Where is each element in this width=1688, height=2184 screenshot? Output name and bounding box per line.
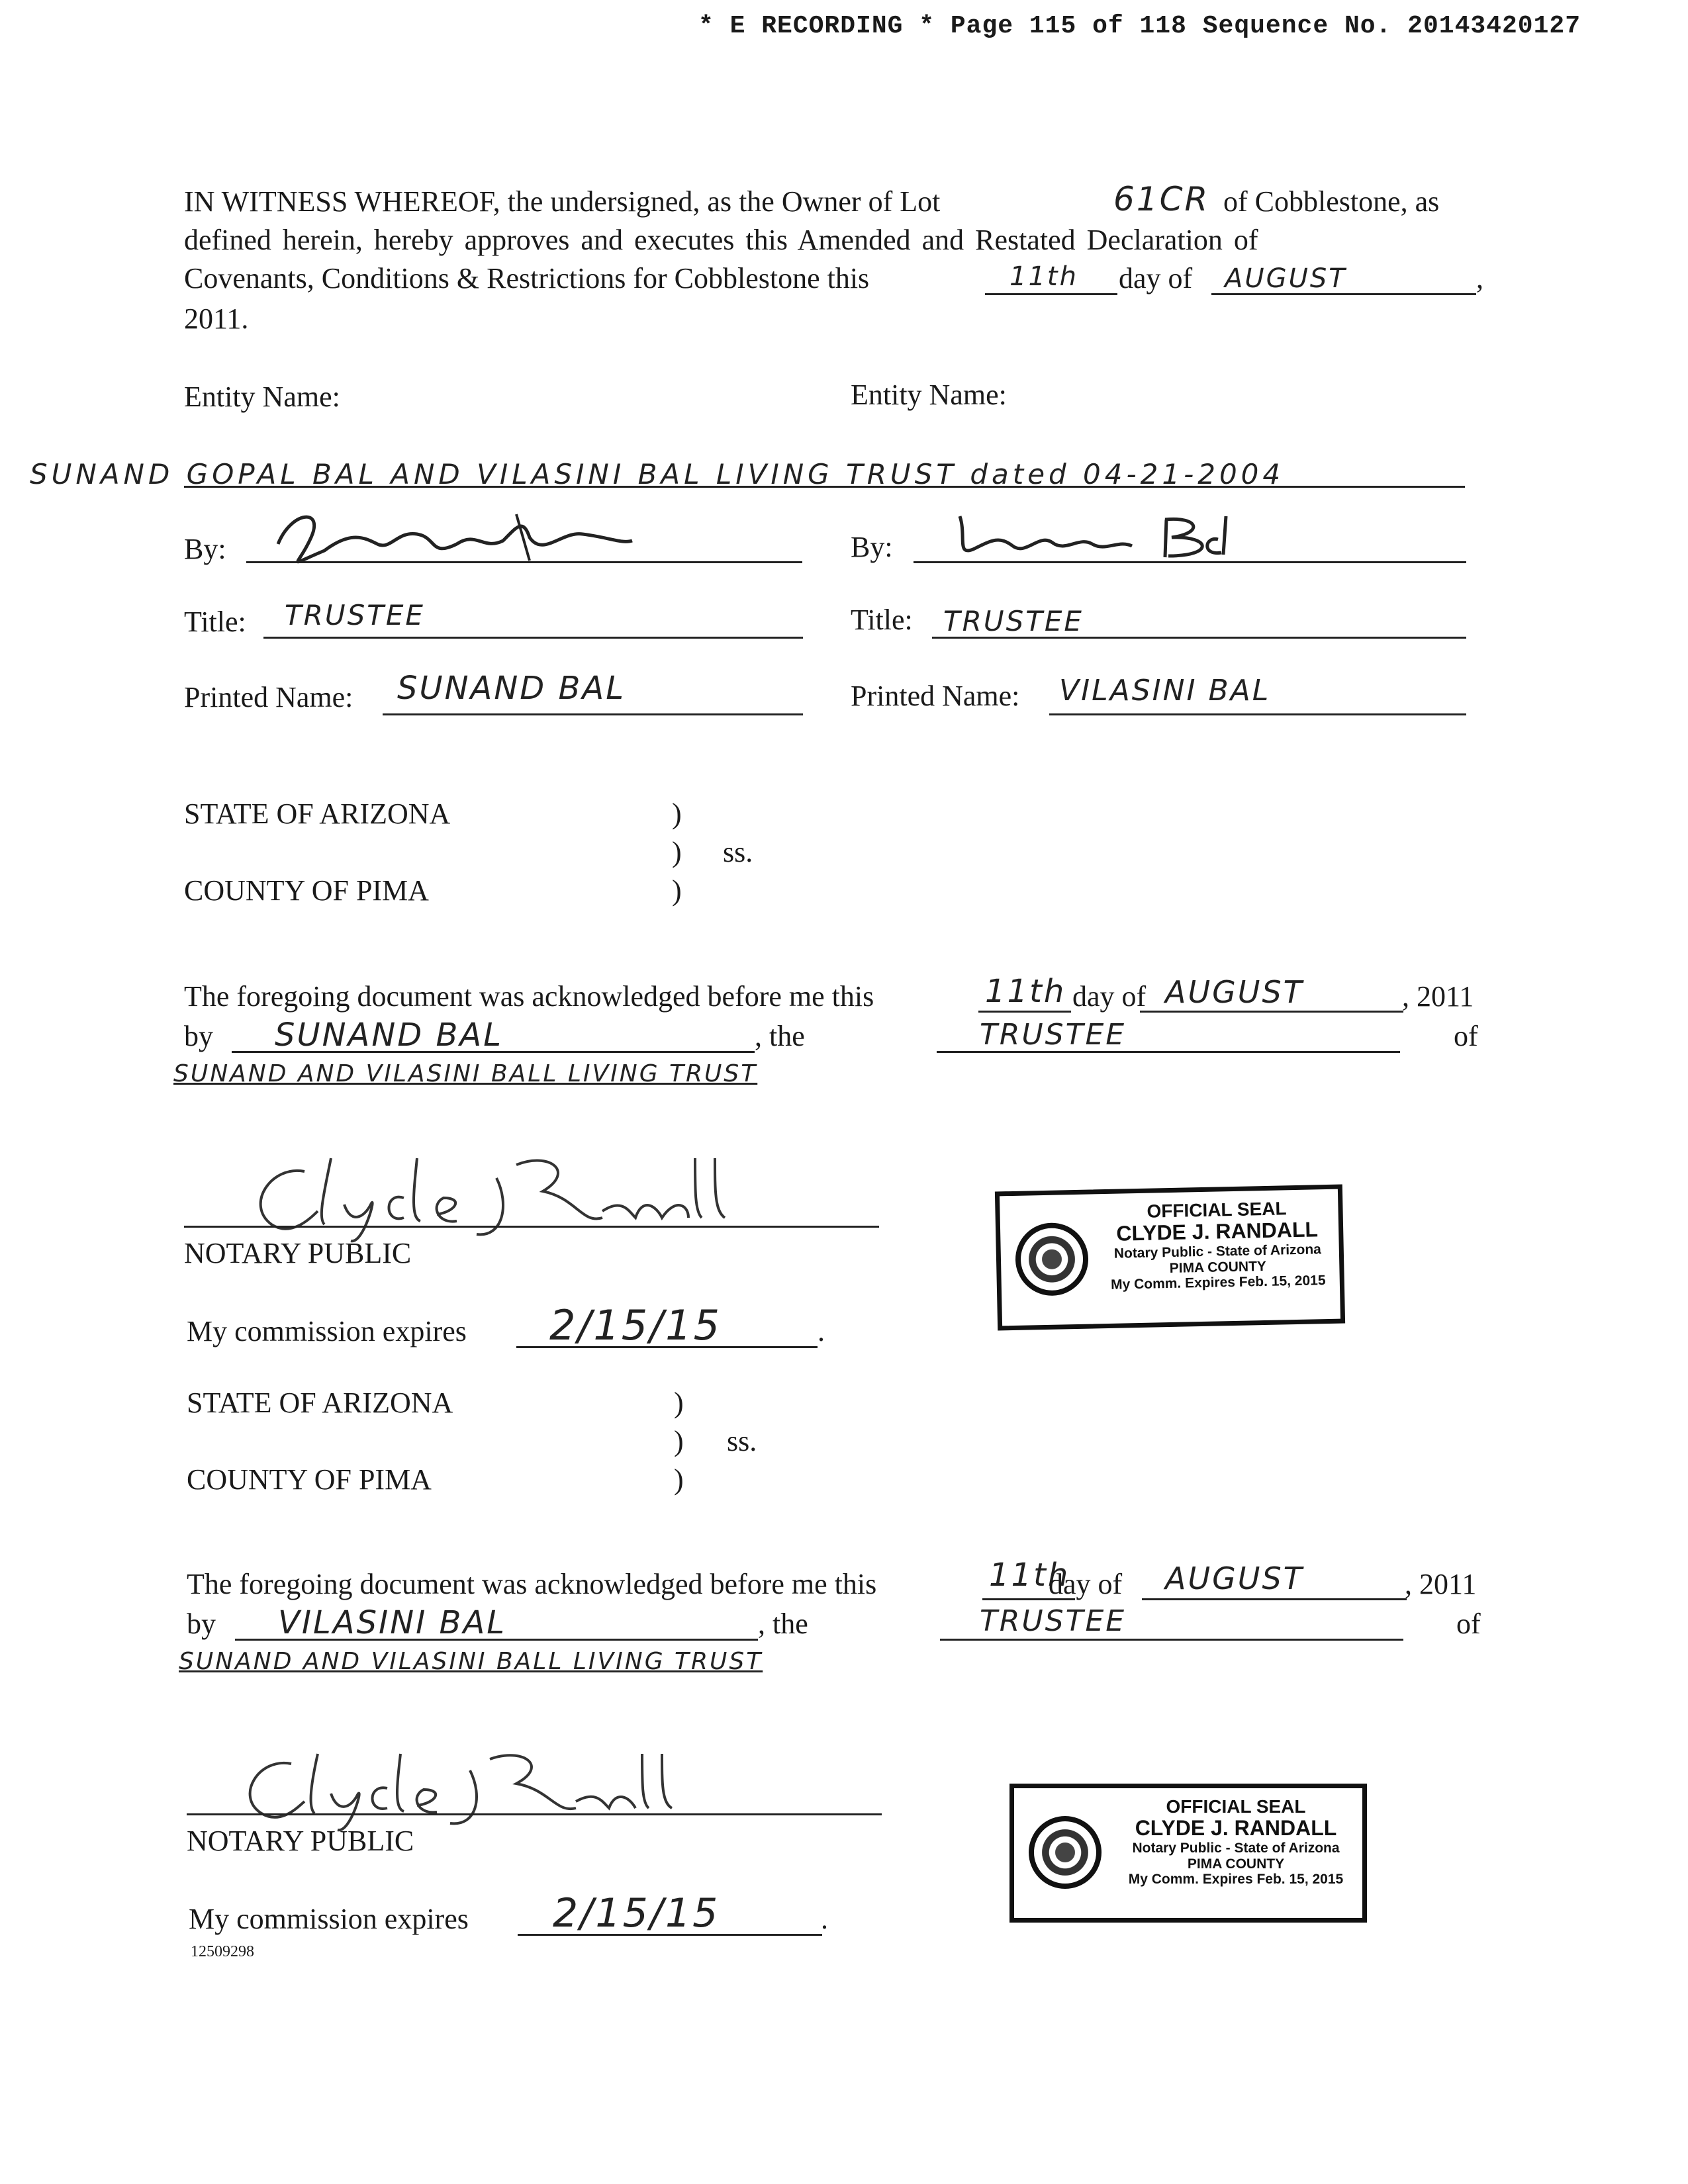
- commission-end-2: .: [821, 1903, 828, 1935]
- ack-month-2: AUGUST: [1165, 1561, 1304, 1596]
- official-seal-2: [1009, 1784, 1367, 1923]
- ack-text-2: The foregoing document was acknowledged before me this: [187, 1568, 877, 1600]
- by-label-right: By:: [851, 531, 893, 563]
- seal-line-5: My Comm. Expires Feb. 15, 2015: [1110, 1273, 1326, 1293]
- signature-vilasini: [953, 510, 1244, 566]
- by-value-2: VILASINI BAL: [278, 1604, 507, 1641]
- role-value-1: TRUSTEE: [980, 1018, 1127, 1052]
- title-value-left: TRUSTEE: [285, 599, 425, 631]
- ss-label-1: ss.: [723, 836, 753, 868]
- witness-line-3a: Covenants, Conditions & Restrictions for Cobblestone this: [184, 262, 870, 295]
- by-label-ack-2: by: [187, 1608, 216, 1640]
- recording-header: * E RECORDING * Page 115 of 118 Sequence No. 20143420127: [698, 12, 1581, 40]
- ack-dayof-1: day of: [1072, 980, 1147, 1013]
- trust-value-1: SUNAND AND VILASINI BALL LIVING TRUST: [173, 1060, 758, 1087]
- state-label-1: STATE OF ARIZONA: [184, 797, 451, 830]
- by-label-left: By:: [184, 533, 226, 565]
- ack-year-1: , 2011: [1402, 980, 1474, 1013]
- witness-line-1a: IN WITNESS WHEREOF, the undersigned, as the Owner of Lot: [184, 185, 941, 218]
- seal-line-2: CLYDE J. RANDALL: [1135, 1816, 1337, 1841]
- day-value: 11th: [1009, 261, 1078, 292]
- commission-label-2: My commission expires: [189, 1903, 469, 1935]
- witness-line-1b: of Cobblestone, as: [1223, 185, 1440, 218]
- printed-name-value-left: SUNAND BAL: [397, 670, 626, 707]
- paren-1a: ): [672, 797, 682, 830]
- by-label-ack-1: by: [184, 1020, 213, 1052]
- notary-signature-2: [225, 1747, 702, 1837]
- county-label-1: COUNTY OF PIMA: [184, 874, 429, 907]
- commission-end-1: .: [818, 1315, 825, 1347]
- entity-name-value: SUNAND GOPAL BAL AND VILASINI BAL LIVING TRUST dated 04-21-2004: [30, 458, 1285, 490]
- witness-line-3c: ,: [1476, 262, 1483, 295]
- paren-1b: ): [672, 836, 682, 868]
- commission-value-1: 2/15/15: [549, 1301, 722, 1349]
- arizona-seal-icon: [1029, 1816, 1102, 1889]
- role-value-2: TRUSTEE: [980, 1604, 1127, 1638]
- seal-line-1: OFFICIAL SEAL: [1166, 1796, 1306, 1817]
- ack-day-2: 11th: [989, 1557, 1070, 1594]
- by-value-1: SUNAND BAL: [275, 1017, 503, 1054]
- paren-1c: ): [672, 874, 682, 907]
- notary-signature-1: [232, 1152, 774, 1248]
- county-label-2: COUNTY OF PIMA: [187, 1463, 432, 1496]
- witness-line-3b: day of: [1119, 262, 1193, 295]
- ack-day-1: 11th: [985, 973, 1066, 1010]
- notary-public-label-1: NOTARY PUBLIC: [184, 1237, 412, 1269]
- of-label-2: of: [1456, 1608, 1481, 1640]
- lot-value: 61CR: [1113, 180, 1210, 218]
- entity-name-label-right: Entity Name:: [851, 379, 1007, 411]
- seal-line-5: My Comm. Expires Feb. 15, 2015: [1128, 1872, 1344, 1888]
- witness-line-4: 2011.: [184, 302, 249, 335]
- paren-2c: ): [674, 1463, 684, 1496]
- official-seal-1: [995, 1185, 1345, 1331]
- seal-line-1: OFFICIAL SEAL: [1147, 1198, 1287, 1222]
- commission-label-1: My commission expires: [187, 1315, 467, 1347]
- ss-label-2: ss.: [727, 1425, 757, 1457]
- paren-2b: ): [674, 1425, 684, 1457]
- ack-year-2: , 2011: [1405, 1568, 1477, 1600]
- title-value-right: TRUSTEE: [943, 605, 1084, 637]
- printed-name-value-right: VILASINI BAL: [1059, 674, 1271, 707]
- document-number: 12509298: [191, 1943, 254, 1960]
- ack-text-1: The foregoing document was acknowledged before me this: [184, 980, 874, 1013]
- ack-month-1: AUGUST: [1165, 974, 1304, 1010]
- month-value: AUGUST: [1225, 263, 1347, 294]
- ack-dayof-2: day of: [1049, 1568, 1123, 1600]
- arizona-seal-icon: [1015, 1222, 1089, 1297]
- the-label-1: , the: [755, 1020, 805, 1052]
- of-label-1: of: [1454, 1020, 1478, 1052]
- witness-line-2: defined herein, hereby approves and executes this Amended and Restated Declaration of: [184, 224, 1258, 256]
- seal-line-4: PIMA COUNTY: [1169, 1258, 1267, 1276]
- seal-line-2: CLYDE J. RANDALL: [1116, 1217, 1319, 1246]
- title-label-right: Title:: [851, 604, 913, 636]
- paren-2a: ): [674, 1387, 684, 1419]
- title-label-left: Title:: [184, 606, 246, 638]
- the-label-2: , the: [758, 1608, 808, 1640]
- seal-line-3: Notary Public - State of Arizona: [1113, 1242, 1322, 1261]
- trust-value-2: SUNAND AND VILASINI BALL LIVING TRUST: [179, 1648, 763, 1675]
- notary-public-label-2: NOTARY PUBLIC: [187, 1825, 414, 1857]
- entity-name-label-left: Entity Name:: [184, 381, 340, 413]
- seal-line-4: PIMA COUNTY: [1187, 1856, 1285, 1872]
- printed-name-label-left: Printed Name:: [184, 681, 353, 713]
- printed-name-label-right: Printed Name:: [851, 680, 1020, 712]
- seal-line-3: Notary Public - State of Arizona: [1132, 1841, 1340, 1856]
- signature-sunand: [265, 504, 635, 574]
- commission-value-2: 2/15/15: [553, 1890, 720, 1936]
- state-label-2: STATE OF ARIZONA: [187, 1387, 453, 1419]
